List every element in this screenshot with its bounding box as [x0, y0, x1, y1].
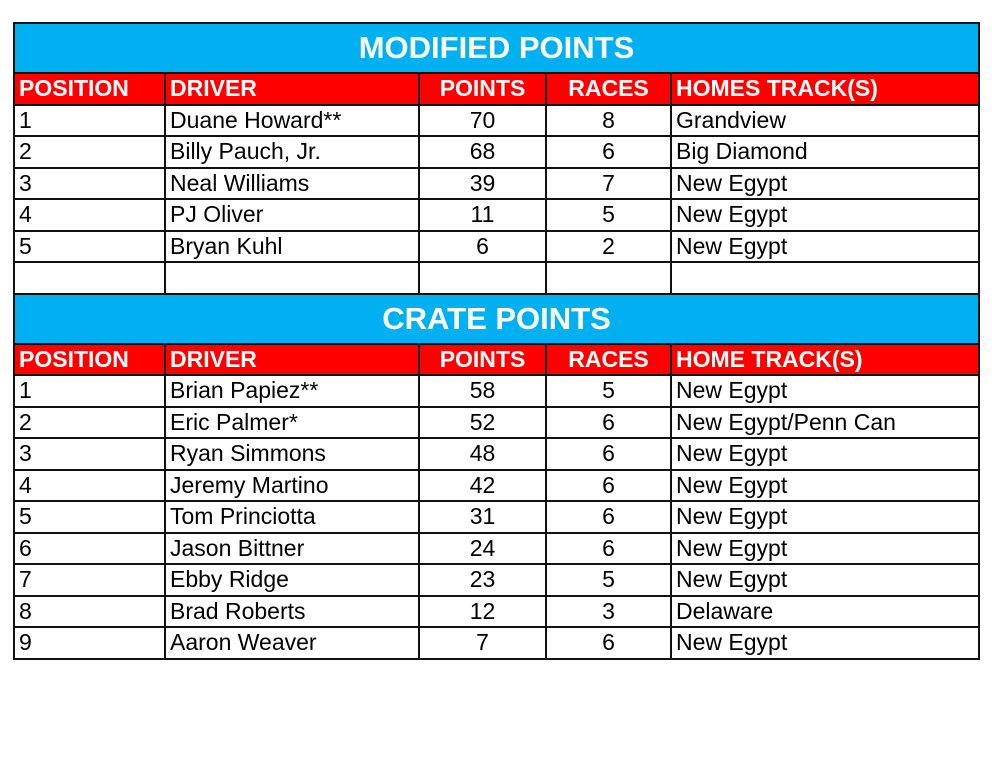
cell-points: 23 — [419, 564, 546, 596]
cell-races: 6 — [546, 470, 671, 502]
cell-races: 6 — [546, 407, 671, 439]
column-header-home-track: HOME TRACK(S) — [671, 344, 979, 376]
cell-home-track — [671, 262, 979, 294]
cell-position: 7 — [14, 564, 165, 596]
crate-title-row — [14, 294, 979, 344]
cell-position: 2 — [14, 407, 165, 439]
table-row — [14, 564, 979, 596]
cell-driver: Eric Palmer* — [165, 407, 419, 439]
cell-points: 7 — [419, 627, 546, 659]
cell-position: 1 — [14, 375, 165, 407]
table-row — [14, 627, 979, 659]
cell-position — [14, 262, 165, 294]
cell-points: 68 — [419, 136, 546, 168]
column-header-driver: DRIVER — [165, 344, 419, 376]
cell-driver: Brad Roberts — [165, 596, 419, 628]
cell-races: 6 — [546, 136, 671, 168]
table-row — [14, 438, 979, 470]
cell-home-track: Big Diamond — [671, 136, 979, 168]
table-row — [14, 407, 979, 439]
table-row — [14, 375, 979, 407]
cell-driver: Tom Princiotta — [165, 501, 419, 533]
cell-home-track: New Egypt — [671, 564, 979, 596]
cell-driver: Ebby Ridge — [165, 564, 419, 596]
cell-driver: PJ Oliver — [165, 199, 419, 231]
cell-races: 6 — [546, 533, 671, 565]
column-header-home-track: HOMES TRACK(S) — [671, 73, 979, 105]
cell-points — [419, 262, 546, 294]
cell-points: 31 — [419, 501, 546, 533]
cell-position: 4 — [14, 199, 165, 231]
table-row — [14, 199, 979, 231]
cell-points: 70 — [419, 105, 546, 137]
cell-races: 8 — [546, 105, 671, 137]
cell-position: 2 — [14, 136, 165, 168]
cell-races: 3 — [546, 596, 671, 628]
cell-home-track: New Egypt — [671, 438, 979, 470]
cell-races: 5 — [546, 564, 671, 596]
table-row — [14, 533, 979, 565]
column-header-position: POSITION — [14, 344, 165, 376]
cell-driver — [165, 262, 419, 294]
table-row — [14, 596, 979, 628]
cell-driver: Aaron Weaver — [165, 627, 419, 659]
cell-position: 5 — [14, 231, 165, 263]
cell-home-track: Grandview — [671, 105, 979, 137]
cell-races: 7 — [546, 168, 671, 200]
cell-points: 12 — [419, 596, 546, 628]
points-table — [13, 22, 980, 660]
table-row — [14, 262, 979, 294]
crate-section-title: CRATE POINTS — [14, 294, 979, 344]
cell-races: 6 — [546, 501, 671, 533]
cell-points: 48 — [419, 438, 546, 470]
cell-position: 3 — [14, 168, 165, 200]
cell-races: 5 — [546, 375, 671, 407]
cell-home-track: New Egypt/Penn Can — [671, 407, 979, 439]
crate-header-row — [14, 344, 979, 376]
cell-points: 39 — [419, 168, 546, 200]
cell-driver: Jason Bittner — [165, 533, 419, 565]
table-row — [14, 470, 979, 502]
cell-points: 24 — [419, 533, 546, 565]
cell-driver: Billy Pauch, Jr. — [165, 136, 419, 168]
cell-home-track: New Egypt — [671, 501, 979, 533]
modified-section-title: MODIFIED POINTS — [14, 23, 979, 73]
cell-home-track: New Egypt — [671, 199, 979, 231]
cell-points: 52 — [419, 407, 546, 439]
cell-home-track: New Egypt — [671, 533, 979, 565]
cell-position: 1 — [14, 105, 165, 137]
table-row — [14, 136, 979, 168]
cell-driver: Neal Williams — [165, 168, 419, 200]
modified-title-row — [14, 23, 979, 73]
cell-position: 5 — [14, 501, 165, 533]
column-header-position: POSITION — [14, 73, 165, 105]
column-header-driver: DRIVER — [165, 73, 419, 105]
cell-position: 4 — [14, 470, 165, 502]
cell-home-track: New Egypt — [671, 627, 979, 659]
modified-header-row — [14, 73, 979, 105]
column-header-points: POINTS — [419, 344, 546, 376]
cell-driver: Ryan Simmons — [165, 438, 419, 470]
points-sheet — [13, 22, 978, 660]
cell-home-track: Delaware — [671, 596, 979, 628]
cell-driver: Duane Howard** — [165, 105, 419, 137]
cell-driver: Jeremy Martino — [165, 470, 419, 502]
cell-points: 11 — [419, 199, 546, 231]
cell-races: 6 — [546, 438, 671, 470]
cell-driver: Bryan Kuhl — [165, 231, 419, 263]
cell-races: 2 — [546, 231, 671, 263]
cell-driver: Brian Papiez** — [165, 375, 419, 407]
cell-home-track: New Egypt — [671, 470, 979, 502]
cell-home-track: New Egypt — [671, 168, 979, 200]
cell-home-track: New Egypt — [671, 231, 979, 263]
table-row — [14, 105, 979, 137]
cell-points: 42 — [419, 470, 546, 502]
cell-points: 58 — [419, 375, 546, 407]
cell-races: 6 — [546, 627, 671, 659]
cell-races: 5 — [546, 199, 671, 231]
table-row — [14, 231, 979, 263]
cell-position: 6 — [14, 533, 165, 565]
table-row — [14, 168, 979, 200]
cell-position: 9 — [14, 627, 165, 659]
cell-position: 8 — [14, 596, 165, 628]
cell-position: 3 — [14, 438, 165, 470]
column-header-races: RACES — [546, 73, 671, 105]
table-row — [14, 501, 979, 533]
cell-points: 6 — [419, 231, 546, 263]
column-header-races: RACES — [546, 344, 671, 376]
column-header-points: POINTS — [419, 73, 546, 105]
cell-home-track: New Egypt — [671, 375, 979, 407]
cell-races — [546, 262, 671, 294]
